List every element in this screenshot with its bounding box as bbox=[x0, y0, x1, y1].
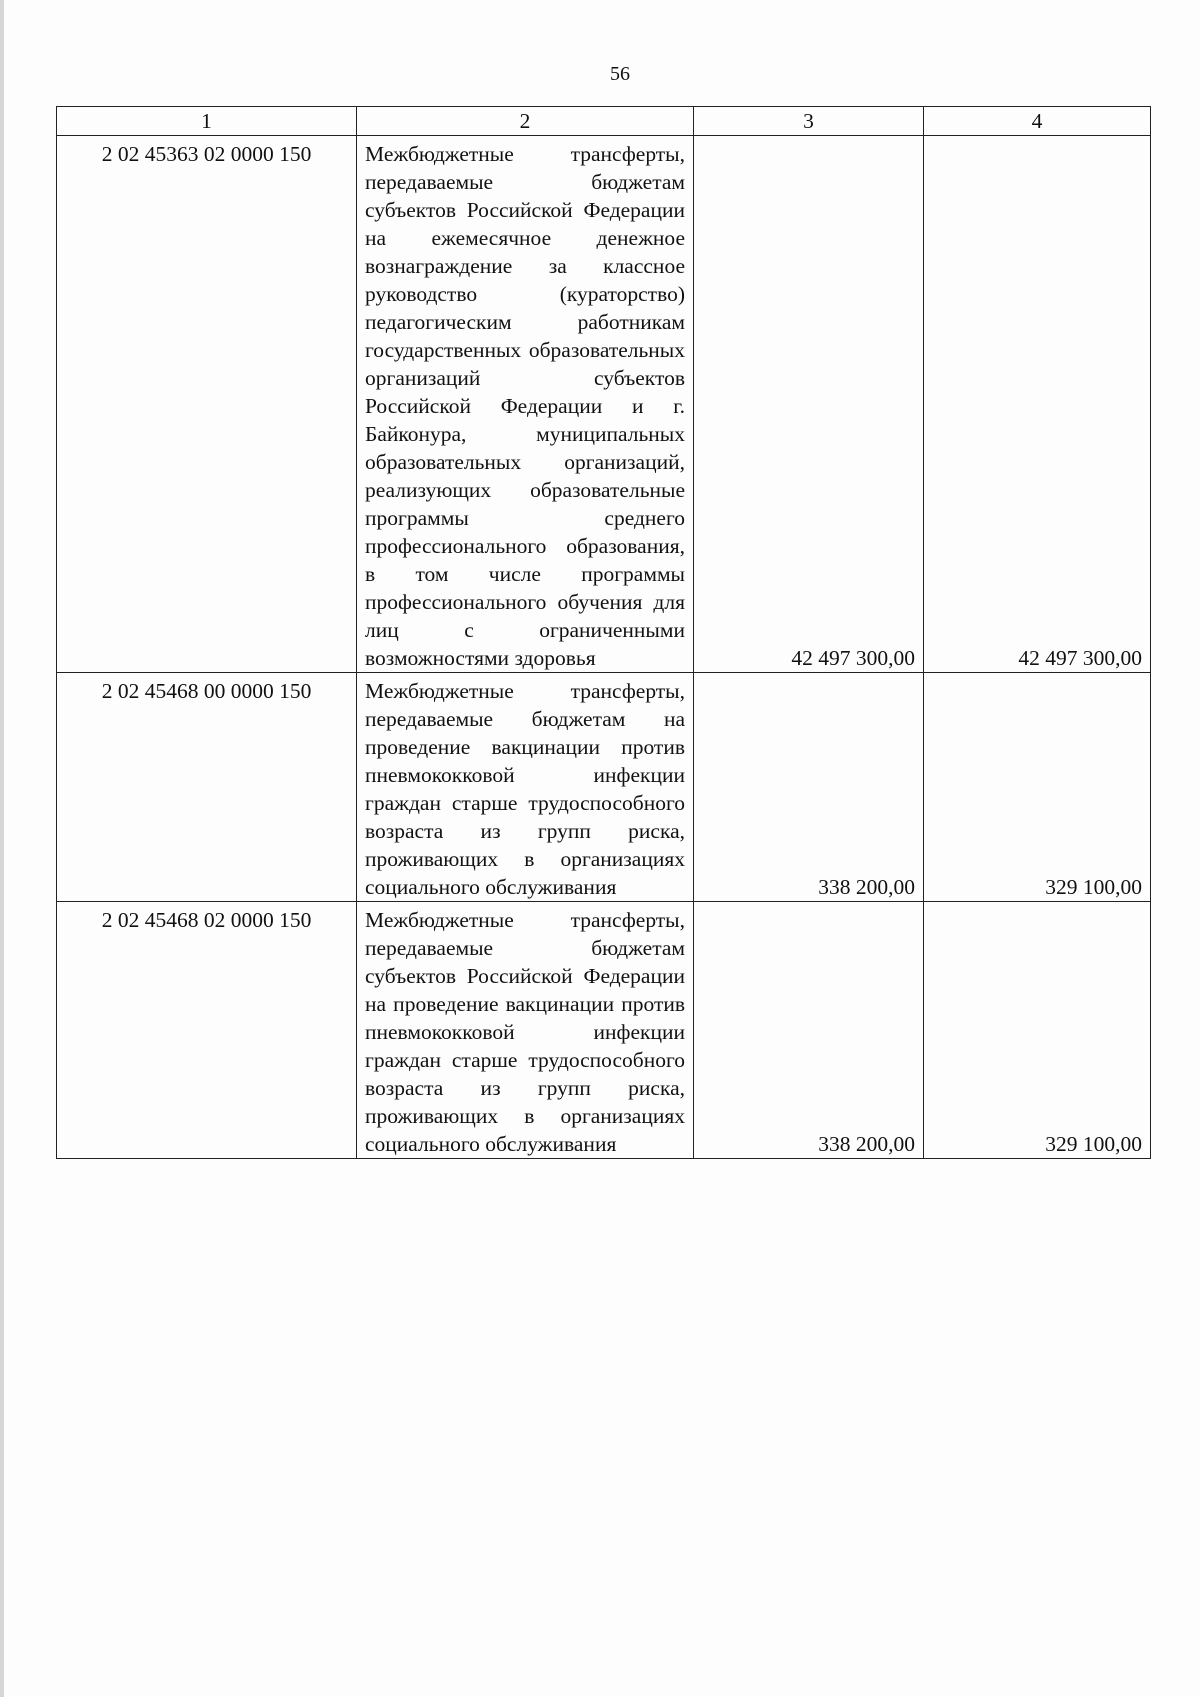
budget-code: 2 02 45363 02 0000 150 bbox=[57, 136, 357, 673]
header-col-1: 1 bbox=[57, 107, 357, 136]
transfer-description: Межбюджетные трансферты, передаваемые бюджетам субъектов Российской Федерации на ежемесячное денежное вознаграждение за классное руководство (кураторство) педагогическим работникам государственных образовательных организаций субъектов Российской Федерации и г. Байконура, муниципальных образовательных организаций, реализующих образовательные программы среднего профессионального образования, в том числе программы профессионального обучения для лиц с ограниченными возможностями здоровья bbox=[357, 136, 694, 673]
table-header bbox=[57, 107, 1151, 136]
table-row bbox=[57, 902, 1151, 1159]
amount-col-4: 329 100,00 bbox=[924, 673, 1151, 902]
transfer-description: Межбюджетные трансферты, передаваемые бюджетам субъектов Российской Федерации на проведение вакцинации против пневмококковой инфекции граждан старше трудоспособного возраста из групп риска, проживающих в организациях социального обслуживания bbox=[357, 902, 694, 1159]
amount-col-4: 329 100,00 bbox=[924, 902, 1151, 1159]
amount-col-3: 42 497 300,00 bbox=[694, 136, 924, 673]
amount-col-3: 338 200,00 bbox=[694, 673, 924, 902]
amount-col-3: 338 200,00 bbox=[694, 902, 924, 1159]
table-row bbox=[57, 673, 1151, 902]
transfer-description: Межбюджетные трансферты, передаваемые бюджетам на проведение вакцинации против пневмококковой инфекции граждан старше трудоспособного возраста из групп риска, проживающих в организациях социального обслуживания bbox=[357, 673, 694, 902]
header-col-2: 2 bbox=[357, 107, 694, 136]
budget-code: 2 02 45468 02 0000 150 bbox=[57, 902, 357, 1159]
budget-code: 2 02 45468 00 0000 150 bbox=[57, 673, 357, 902]
page-number: 56 bbox=[610, 63, 630, 85]
budget-table bbox=[56, 106, 1151, 1159]
table-row bbox=[57, 136, 1151, 673]
header-row bbox=[57, 107, 1151, 136]
header-col-4: 4 bbox=[924, 107, 1151, 136]
header-col-3: 3 bbox=[694, 107, 924, 136]
scan-edge bbox=[0, 0, 4, 1697]
table-body bbox=[57, 136, 1151, 1159]
amount-col-4: 42 497 300,00 bbox=[924, 136, 1151, 673]
